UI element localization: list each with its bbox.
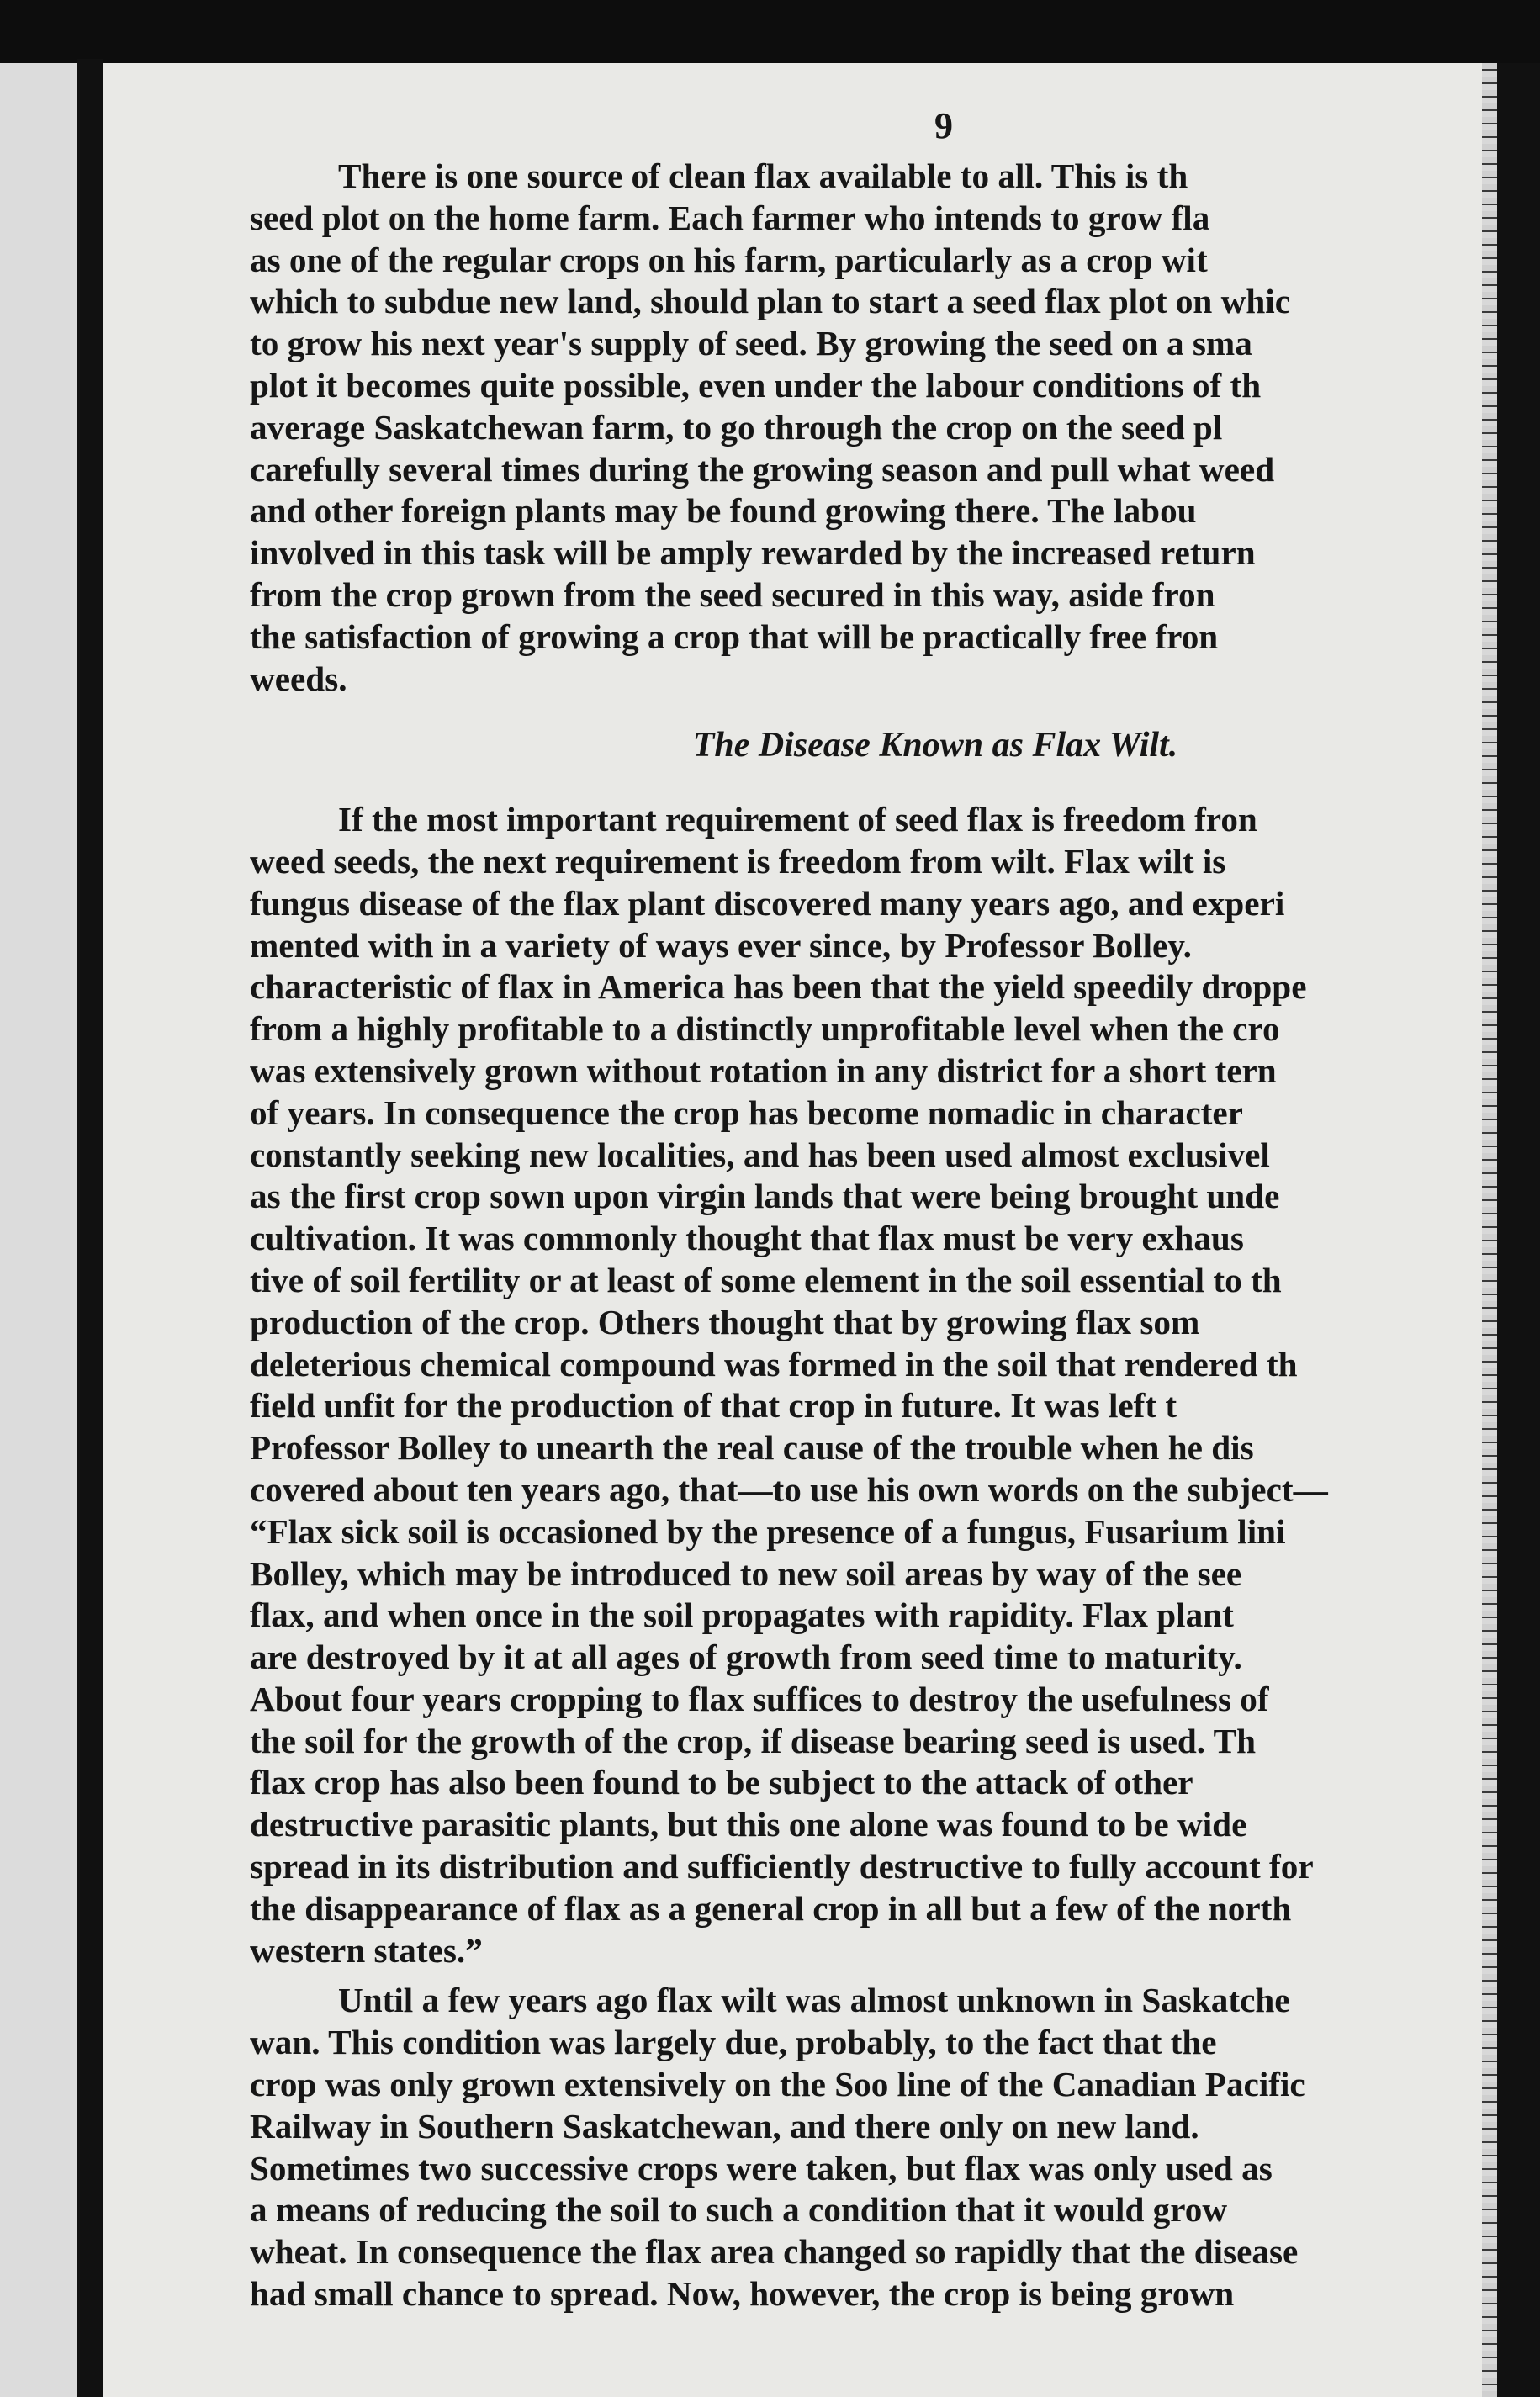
text-line: western states.” xyxy=(250,1930,483,1970)
text-line: Until a few years ago flax wilt was almost unknown in Saskatche xyxy=(338,1981,1290,2020)
text-line: Sometimes two successive crops were taken, but flax was only used as xyxy=(250,2148,1273,2188)
text-line: production of the crop. Others thought that by growing flax som xyxy=(250,1302,1200,1341)
text-line: from the crop grown from the seed secured in this way, aside fron xyxy=(250,574,1215,614)
text-line: tive of soil fertility or at least of some element in the soil essential to th xyxy=(250,1260,1282,1299)
right-binding-shadow xyxy=(1497,63,1540,2397)
paragraph-seed-plot xyxy=(250,156,1482,700)
text-line: There is one source of clean flax available to all. This is th xyxy=(338,156,1188,195)
text-line: weed seeds, the next requirement is freedom from wilt. Flax wilt is xyxy=(250,841,1226,881)
text-line: seed plot on the home farm. Each farmer who intends to grow fla xyxy=(250,198,1210,237)
left-facing-page-edge xyxy=(0,63,77,2397)
text-line: the soil for the growth of the crop, if disease bearing seed is used. Th xyxy=(250,1721,1256,1760)
text-line: covered about ten years ago, that—to use his own words on the subject— xyxy=(250,1469,1328,1509)
text-line: Bolley, which may be introduced to new soil areas by way of the see xyxy=(250,1553,1242,1593)
text-line: which to subdue new land, should plan to start a seed flax plot on whic xyxy=(250,282,1291,321)
text-line: plot it becomes quite possible, even under the labour conditions of th xyxy=(250,365,1262,405)
text-line: as the first crop sown upon virgin lands that were being brought unde xyxy=(250,1177,1280,1216)
text-line: to grow his next year's supply of seed. By growing the seed on a sma xyxy=(250,324,1252,363)
page-number: 9 xyxy=(934,105,953,146)
text-line: field unfit for the production of that crop in future. It was left t xyxy=(250,1386,1177,1426)
text-line: flax crop has also been found to be subject to the attack of other xyxy=(250,1763,1193,1802)
text-line: deleterious chemical compound was formed in the soil that rendered th xyxy=(250,1344,1298,1384)
text-line: destructive parasitic plants, but this one alone was found to be wide xyxy=(250,1805,1247,1844)
book-page xyxy=(103,63,1482,2397)
section-heading: The Disease Known as Flax Wilt. xyxy=(692,726,1178,765)
text-line: characteristic of flax in America has been that the yield speedily droppe xyxy=(250,967,1307,1007)
text-line: crop was only grown extensively on the Soo line of the Canadian Pacific xyxy=(250,2065,1305,2104)
text-line: Railway in Southern Saskatchewan, and there only on new land. xyxy=(250,2106,1199,2146)
text-line: About four years cropping to flax suffices to destroy the usefulness of xyxy=(250,1679,1269,1718)
text-line: carefully several times during the growing season and pull what weed xyxy=(250,449,1275,489)
left-binding-shadow xyxy=(77,59,103,2397)
text-line: of years. In consequence the crop has become nomadic in character xyxy=(250,1093,1243,1132)
text-line: involved in this task will be amply rewarded by the increased return xyxy=(250,533,1256,573)
text-line: a means of reducing the soil to such a condition that it would grow xyxy=(250,2190,1228,2230)
text-line: flax, and when once in the soil propagates with rapidity. Flax plant xyxy=(250,1595,1234,1635)
text-line: the satisfaction of growing a crop that will be practically free fron xyxy=(250,616,1219,656)
text-line: fungus disease of the flax plant discovered many years ago, and experi xyxy=(250,883,1285,923)
text-line: from a highly profitable to a distinctly unprofitable level when the cro xyxy=(250,1009,1280,1049)
text-line: as one of the regular crops on his farm, particularly as a crop wit xyxy=(250,240,1208,279)
text-line: average Saskatchewan farm, to go through the crop on the seed pl xyxy=(250,407,1223,447)
text-line: wan. This condition was largely due, probably, to the fact that the xyxy=(250,2023,1217,2062)
text-line: If the most important requirement of seed flax is freedom fron xyxy=(338,800,1257,839)
text-line: had small chance to spread. Now, however, the crop is being grown xyxy=(250,2274,1235,2314)
text-line: the disappearance of flax as a general crop in all but a few of the north xyxy=(250,1888,1292,1928)
paragraph-saskatchewan xyxy=(250,1980,1482,2315)
text-line: and other foreign plants may be found growing there. The labou xyxy=(250,491,1197,531)
text-line: was extensively grown without rotation in any district for a short tern xyxy=(250,1050,1277,1090)
text-line: mented with in a variety of ways ever since, by Professor Bolley. xyxy=(250,925,1192,965)
page-text xyxy=(250,97,1482,2315)
text-line: wheat. In consequence the flax area changed so rapidly that the disease xyxy=(250,2232,1299,2272)
text-line: are destroyed by it at all ages of growth from seed time to maturity. xyxy=(250,1638,1242,1677)
paragraph-flax-wilt xyxy=(250,799,1482,1971)
text-line: Professor Bolley to unearth the real cause of the trouble when he dis xyxy=(250,1428,1254,1468)
text-line: constantly seeking new localities, and has been used almost exclusivel xyxy=(250,1135,1270,1174)
text-line: spread in its distribution and sufficiently destructive to fully account for xyxy=(250,1847,1314,1886)
text-line: “Flax sick soil is occasioned by the presence of a fungus, Fusarium lini xyxy=(250,1511,1286,1551)
right-page-edge xyxy=(1482,63,1497,2397)
text-line: cultivation. It was commonly thought that flax must be very exhaus xyxy=(250,1219,1244,1258)
text-line: weeds. xyxy=(250,659,347,698)
